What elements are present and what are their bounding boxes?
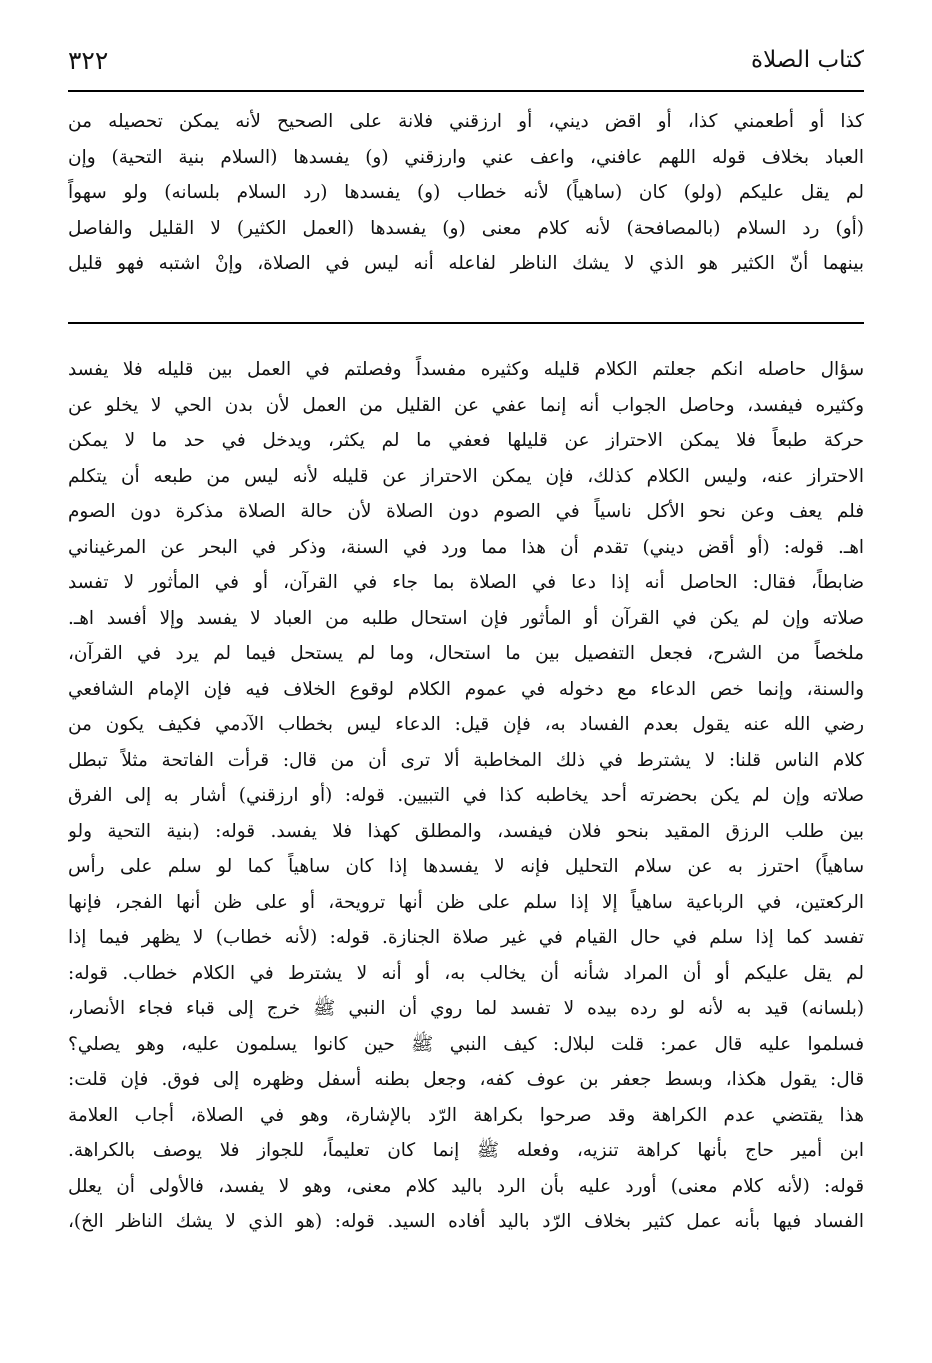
- sharh-text: [68, 352, 864, 1240]
- matn-line: لم يقل عليكم (ولو) كان (ساهياً) لأنه خطاب (و) يفسدها (رد السلام بلسانه) ولو سهواً: [68, 182, 864, 204]
- sharh-line: والسنة، وإنما خص الدعاء مع دخوله في عموم الكلام لوقوع الخلاف فيه فإن الإمام الشافعي: [68, 678, 864, 700]
- sharh-line: فسلموا عليه قال عمر: قلت لبلال: كيف النبي ﷺ حين كانوا يسلمون عليه، وهو يصلي؟: [68, 1033, 864, 1055]
- sharh-line: الركعتين، في الرباعية ساهياً إلا إذا سلم على ظن أنها ترويحة، أو على ظن أنها الفجر، فإنها: [68, 891, 864, 913]
- sharh-line: بين طلب الرزق المقيد بنحو فلان فيفسد، والمطلق كهذا فلا يفسد. قوله: (بنية التحية ولو: [68, 820, 864, 842]
- sharh-line: ملخصاً من الشرح، فجعل التفصيل بين ما استحال، وما لم يستحل فيما لم يرد في القرآن،: [68, 643, 864, 664]
- header-rule: [68, 90, 864, 92]
- sharh-line: الفساد فيها بأنه عمل كثير بخلاف الرّد باليد أفاده السيد. قوله: (هو الذي لا يشك الناظر الخ)،: [68, 1211, 864, 1232]
- page-number: ٣٢٢: [68, 45, 109, 75]
- sharh-line: فلم يعف وعن نحو الأكل ناسياً في الصوم دون الصلاة لأن حالة الصلاة مذكرة دون الصوم: [68, 501, 864, 522]
- sharh-line: صلاته وإن لم يكن بحضرته أحد يخاطبه كذا في التبيين. قوله: (أو ارزقني) أشار به إلى الفرق: [68, 785, 864, 806]
- sharh-line: (بلسانه) قيد به لأنه لو رده بيده لا تفسد لما روي أن النبي ﷺ خرج إلى قباء فجاء الأنصار،: [68, 998, 864, 1019]
- matn-line: (أو) رد السلام (بالمصافحة) لأنه كلام معنى (و) يفسدها (العمل الكثير) لا القليل والفاصل: [68, 217, 864, 239]
- book-title: كتاب الصلاة: [751, 47, 864, 73]
- sharh-line: قال: يقول هكذا، وبسط جعفر بن عوف كفه، وجعل بطنه أسفل وظهره إلى فوق. فإن قلت:: [68, 1069, 864, 1090]
- sharh-line: صلاته وإن لم يكن في القرآن أو المأثور فإن استحال طلبه من العباد لا يفسد وإلا أفسد اهـ.: [68, 607, 864, 629]
- matn-text: [68, 104, 864, 282]
- sharh-line: الاحتراز عنه، وليس الكلام كذلك، فإن يمكن الاحتراز عن قليله لأنه ليس من طبعه أن يتكلم: [68, 465, 864, 487]
- matn-line: كذا أو أطعمني كذا، أو اقض ديني، أو ارزقني فلانة على الصحيح لأنه يمكن تحصيله من: [68, 111, 864, 132]
- page-header: [68, 40, 864, 80]
- sharh-line: رضي الله عنه يقول بعدم الفساد به، فإن قيل: الدعاء ليس بخطاب الآدمي فكيف يكون من: [68, 714, 864, 735]
- sharh-line: كلام الناس قلنا: لا يشترط في ذلك المخاطبة ألا ترى أن من قال: قرأت الفاتحة مثلاً تبطل: [68, 749, 864, 771]
- sharh-line: ساهياً) احترز به عن سلام التحليل فإنه لا يفسدها إذا كان ساهياً كما لو سلم على رأس: [68, 856, 864, 877]
- sharh-line: لم يقل عليكم أو أن المراد شأنه أن يخالب به، أو أنه لا يشترط في الكلام خطاب. قوله:: [68, 962, 864, 984]
- matn-line: بينهما أنّ الكثير هو الذي لا يشك الناظر لفاعله أنه ليس في الصلاة، وإنْ اشتبه فهو قليل: [68, 253, 864, 275]
- sharh-line: ابن أمير حاج بأنها كراهة تنزيه، وفعله ﷺ إنما كان تعليماً، للجواز فلا يوصف بالكراهة.: [68, 1140, 864, 1161]
- sharh-line: ضابطاً، فقال: الحاصل أنه إذا دعا في الصلاة بما جاء في القرآن، أو في المأثور لا تفسد: [68, 572, 864, 593]
- sharh-line: اهـ. قوله: (أو أقض ديني) تقدم أن هذا مما ورد في السنة، وذكر في البحر عن المرغيناني: [68, 536, 864, 558]
- sharh-line: وكثيره فيفسد، وحاصل الجواب أنه إنما عفي عن القليل من العمل لأن بدن الحي لا يخلو عن: [68, 394, 864, 416]
- matn-line: العباد بخلاف قوله اللهم عافني، واعف عني وارزقني (و) يفسدها (السلام بنية التحية) وإن: [68, 146, 864, 168]
- section-divider: [68, 322, 864, 324]
- sharh-line: قوله: (لأنه كلام معنى) أورد عليه بأن الرد باليد كلام معنى، وهو لا يفسد، فالأولى أن يعلل: [68, 1175, 864, 1197]
- sharh-line: حركة طبعاً فلا يمكن الاحتراز عن قليلها فعفي ما لم يكثر، ويدخل في حد ما لا يمكن: [68, 430, 864, 451]
- sharh-line: هذا يقتضي عدم الكراهة وقد صرحوا بكراهة الرّد بالإشارة، وهو في الصلاة، أجاب العلامة: [68, 1104, 864, 1126]
- sharh-line: سؤال حاصله انكم جعلتم الكلام قليله وكثيره مفسداً وفصلتم في العمل بين قليله فلا يفسد: [68, 359, 864, 380]
- sharh-line: تفسد كما إذا سلم في حال القيام في غير صلاة الجنازة. قوله: (لأنه خطاب) لا يظهر فيما إذا: [68, 927, 864, 948]
